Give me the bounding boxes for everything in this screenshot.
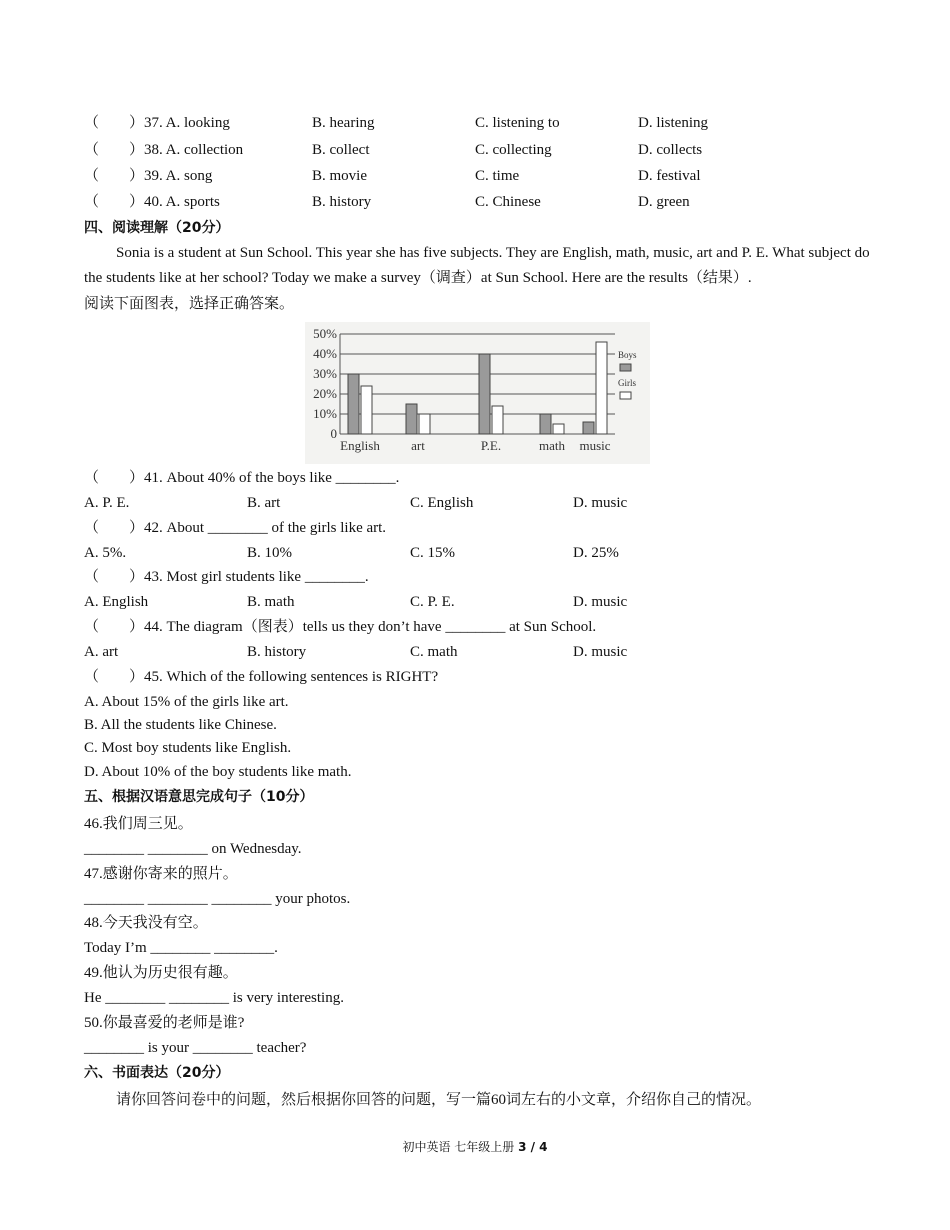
q45-option: A. About 15% of the girls like art.	[84, 694, 289, 710]
page-footer	[0, 1138, 950, 1155]
footer-text: 初中英语 七年级上册	[402, 1140, 519, 1154]
question-options	[84, 493, 884, 513]
y-tick-label: 0	[330, 426, 337, 441]
y-tick-label: 50%	[313, 326, 337, 341]
translation-prompt: 46.我们周三见。	[84, 816, 193, 832]
question-stem: （ ）42. About ________ of the girls like art.	[84, 520, 387, 536]
question-option: B. 10%	[247, 545, 292, 561]
y-tick-label: 20%	[313, 386, 337, 401]
section6-heading: 六、书面表达（20分）	[84, 1065, 230, 1081]
choice-option: C. time	[475, 168, 520, 184]
subject-survey-chart	[305, 322, 650, 464]
question-option: D. music	[573, 644, 628, 660]
question-options	[84, 642, 884, 662]
legend-label: Boys	[618, 350, 637, 360]
question-option: B. art	[247, 495, 281, 511]
boys-bar	[406, 404, 417, 434]
question-option: B. history	[247, 644, 307, 660]
translation-prompt: 50.你最喜爱的老师是谁?	[84, 1015, 245, 1031]
question-options	[84, 543, 884, 563]
choice-row	[84, 140, 884, 160]
q45-stem: （ ）45. Which of the following sentences is RIGHT?	[84, 669, 439, 685]
choice-option: D. collects	[638, 142, 703, 158]
question-option: C. math	[410, 644, 458, 660]
question-option: D. 25%	[573, 545, 619, 561]
girls-bar	[419, 414, 430, 434]
section4-paragraph: Sonia is a student at Sun School. This year she has five subjects. They are English, math, music, art and P. E. What subject do the students like at her school? Today we make a survey（调查）at Sun School. Here are the results（结果）.	[84, 245, 870, 286]
legend-swatch	[620, 364, 631, 371]
choice-option: 37. A. looking	[144, 115, 230, 131]
question-option: C. English	[410, 495, 474, 511]
choice-option: B. history	[312, 194, 372, 210]
translation-prompt: 49.他认为历史很有趣。	[84, 965, 238, 981]
y-tick-label: 30%	[313, 366, 337, 381]
choice-option: 40. A. sports	[144, 194, 220, 210]
y-tick-label: 10%	[313, 406, 337, 421]
q45-option: C. Most boy students like English.	[84, 740, 292, 756]
question-stem: （ ）44. The diagram（图表）tells us they don’t have ________ at Sun School.	[84, 619, 597, 635]
translation-blank: Today I’m ________ ________.	[84, 940, 278, 956]
translation-blank: ________ is your ________ teacher?	[84, 1040, 307, 1056]
boys-bar	[479, 354, 490, 434]
question-option: A. 5%.	[84, 545, 127, 561]
boys-bar	[583, 422, 594, 434]
choice-option: C. collecting	[475, 142, 552, 158]
question-option: A. P. E.	[84, 495, 130, 511]
girls-bar	[492, 406, 503, 434]
section5-heading: 五、根据汉语意思完成句子（10分）	[84, 789, 314, 805]
answer-bracket: （ ）	[84, 194, 145, 210]
translation-blank: He ________ ________ is very interesting.	[84, 990, 344, 1006]
answer-bracket: （ ）	[84, 115, 145, 131]
section4-instruction: 阅读下面图表，选择正确答案。	[84, 296, 295, 312]
choice-option: 39. A. song	[144, 168, 213, 184]
choice-option: 38. A. collection	[144, 142, 244, 158]
girls-bar	[361, 386, 372, 434]
x-tick-label: P.E.	[480, 438, 502, 453]
answer-bracket: （ ）	[84, 142, 145, 158]
question-options	[84, 592, 884, 612]
section4-heading: 四、阅读理解（20分）	[84, 220, 230, 236]
translation-blank: ________ ________ ________ your photos.	[84, 891, 351, 907]
choice-option: B. collect	[312, 142, 370, 158]
boys-bar	[348, 374, 359, 434]
section6-paragraph: 请你回答问卷中的问题，然后根据你回答的问题，写一篇60词左右的小文章，介绍你自己的情况。	[116, 1092, 762, 1108]
choice-option: D. festival	[638, 168, 701, 184]
question-stem: （ ）43. Most girl students like ________.	[84, 569, 369, 585]
legend-label: Girls	[618, 378, 636, 388]
x-tick-label: music	[579, 438, 611, 453]
question-option: D. music	[573, 495, 628, 511]
page-number: 3 / 4	[518, 1140, 548, 1154]
answer-bracket: （ ）	[84, 168, 145, 184]
x-tick-label: English	[340, 438, 380, 453]
question-option: D. music	[573, 594, 628, 610]
q45-option: B. All the students like Chinese.	[84, 717, 277, 733]
x-tick-label: math	[539, 438, 565, 453]
choice-option: D. listening	[638, 115, 708, 131]
choice-option: B. movie	[312, 168, 367, 184]
x-tick-label: art	[411, 438, 425, 453]
y-tick-label: 40%	[313, 346, 337, 361]
choice-option: C. Chinese	[475, 194, 541, 210]
choice-row	[84, 113, 884, 133]
translation-prompt: 48.今天我没有空。	[84, 915, 208, 931]
girls-bar	[596, 342, 607, 434]
choice-row	[84, 166, 884, 186]
translation-blank: ________ ________ on Wednesday.	[84, 841, 302, 857]
question-option: C. P. E.	[410, 594, 455, 610]
q45-option: D. About 10% of the boy students like math.	[84, 764, 352, 780]
choice-option: C. listening to	[475, 115, 560, 131]
question-option: C. 15%	[410, 545, 455, 561]
question-option: B. math	[247, 594, 295, 610]
question-option: A. English	[84, 594, 149, 610]
translation-prompt: 47.感谢你寄来的照片。	[84, 866, 238, 882]
boys-bar	[540, 414, 551, 434]
choice-option: B. hearing	[312, 115, 375, 131]
choice-option: D. green	[638, 194, 690, 210]
question-stem: （ ）41. About 40% of the boys like ________.	[84, 470, 400, 486]
choice-row	[84, 192, 884, 212]
girls-bar	[553, 424, 564, 434]
legend-swatch	[620, 392, 631, 399]
question-option: A. art	[84, 644, 119, 660]
